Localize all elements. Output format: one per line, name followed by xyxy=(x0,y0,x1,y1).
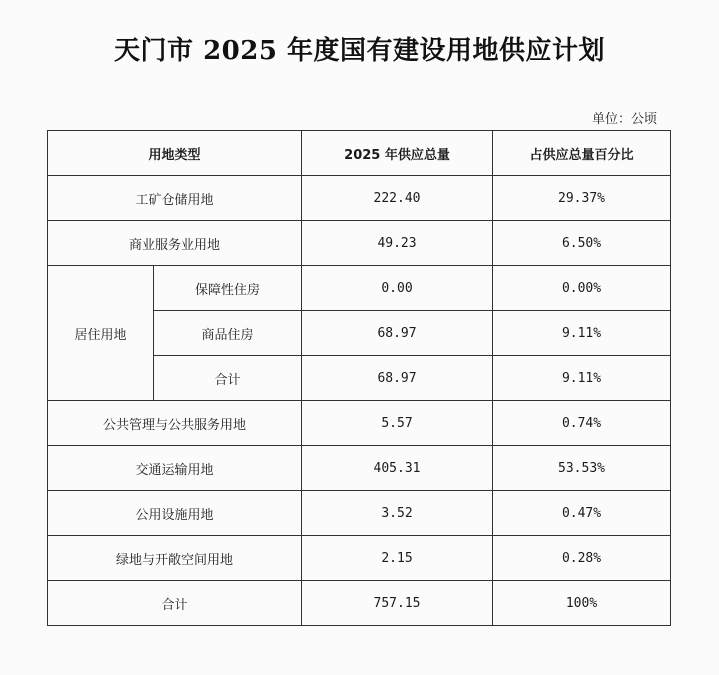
land-supply-table xyxy=(47,130,671,626)
total-cell: 68.97 xyxy=(302,356,493,401)
table-total-row xyxy=(48,581,671,626)
percentage-cell: 9.11% xyxy=(493,311,671,356)
percentage-cell: 53.53% xyxy=(493,446,671,491)
document-title: 天门市 2025 年度国有建设用地供应计划 xyxy=(114,36,605,66)
total-cell: 5.57 xyxy=(302,401,493,446)
percentage-cell: 9.11% xyxy=(493,356,671,401)
table-row xyxy=(48,491,671,536)
percentage-cell: 0.00% xyxy=(493,266,671,311)
land-type-cell: 公用设施用地 xyxy=(48,491,302,536)
sub-type-cell: 保障性住房 xyxy=(154,266,302,311)
total-cell: 68.97 xyxy=(302,311,493,356)
land-type-cell: 合计 xyxy=(48,581,302,626)
total-cell: 2.15 xyxy=(302,536,493,581)
total-cell: 0.00 xyxy=(302,266,493,311)
header-total: 2025 年供应总量 xyxy=(302,131,493,176)
table-row xyxy=(48,176,671,221)
header-percentage: 占供应总量百分比 xyxy=(493,131,671,176)
land-type-cell: 商业服务业用地 xyxy=(48,221,302,266)
total-cell: 405.31 xyxy=(302,446,493,491)
land-type-cell: 交通运输用地 xyxy=(48,446,302,491)
table-row xyxy=(48,266,671,311)
land-type-cell: 工矿仓储用地 xyxy=(48,176,302,221)
total-cell: 222.40 xyxy=(302,176,493,221)
total-cell: 757.15 xyxy=(302,581,493,626)
percentage-cell: 0.47% xyxy=(493,491,671,536)
sub-type-cell: 合计 xyxy=(154,356,302,401)
land-type-cell: 公共管理与公共服务用地 xyxy=(48,401,302,446)
table-row xyxy=(48,221,671,266)
percentage-cell: 0.74% xyxy=(493,401,671,446)
land-type-cell: 绿地与开敞空间用地 xyxy=(48,536,302,581)
total-cell: 49.23 xyxy=(302,221,493,266)
residential-group-cell: 居住用地 xyxy=(48,266,154,401)
total-cell: 3.52 xyxy=(302,491,493,536)
percentage-cell: 29.37% xyxy=(493,176,671,221)
header-land-type: 用地类型 xyxy=(48,131,302,176)
table-row xyxy=(48,536,671,581)
percentage-cell: 0.28% xyxy=(493,536,671,581)
percentage-cell: 6.50% xyxy=(493,221,671,266)
table-row xyxy=(48,401,671,446)
sub-type-cell: 商品住房 xyxy=(154,311,302,356)
table-row xyxy=(48,446,671,491)
percentage-cell: 100% xyxy=(493,581,671,626)
unit-label: 单位：公顷 xyxy=(591,112,657,127)
table-header-row xyxy=(48,131,671,176)
